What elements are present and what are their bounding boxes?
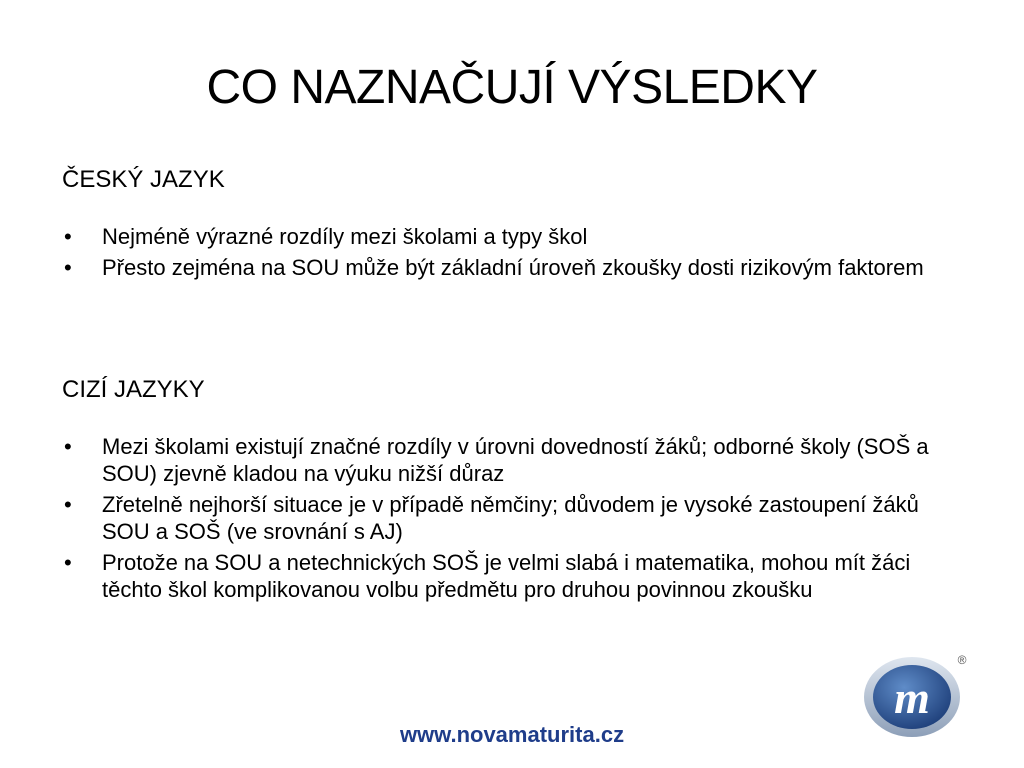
bullet-item: • Mezi školami existují značné rozdíly v úrovni dovedností žáků; odborné školy (SOŠ a SOU) zjevně kladou na výuku nižší důraz xyxy=(62,433,962,487)
bullet-item: • Zřetelně nejhorší situace je v případě němčiny; důvodem je vysoké zastoupení žáků SOU a SOŠ (ve srovnání s AJ) xyxy=(62,491,962,545)
section-heading-czech: ČESKÝ JAZYK xyxy=(62,166,225,193)
section-heading-foreign-languages: CIZÍ JAZYKY xyxy=(62,376,205,403)
bullet-item: • Přesto zejména na SOU může být základní úroveň zkoušky dosti rizikovým faktorem xyxy=(62,254,942,281)
bullet-list-czech xyxy=(62,223,942,285)
bullet-item: • Nejméně výrazné rozdíly mezi školami a typy škol xyxy=(62,223,942,250)
bullet-list-foreign-languages xyxy=(62,433,962,607)
slide-title: CO NAZNAČUJÍ VÝSLEDKY xyxy=(206,61,818,114)
registered-mark: ® xyxy=(957,653,967,667)
novamaturita-logo-icon xyxy=(862,650,974,740)
footer-url-link[interactable]: www.novamaturita.cz xyxy=(399,722,625,747)
logo-letter: m xyxy=(894,672,930,723)
bullet-item: • Protože na SOU a netechnických SOŠ je velmi slabá i matematika, mohou mít žáci těchto škol komplikovanou volbu předmětu pro druhou povinnou zkoušku xyxy=(62,549,962,603)
